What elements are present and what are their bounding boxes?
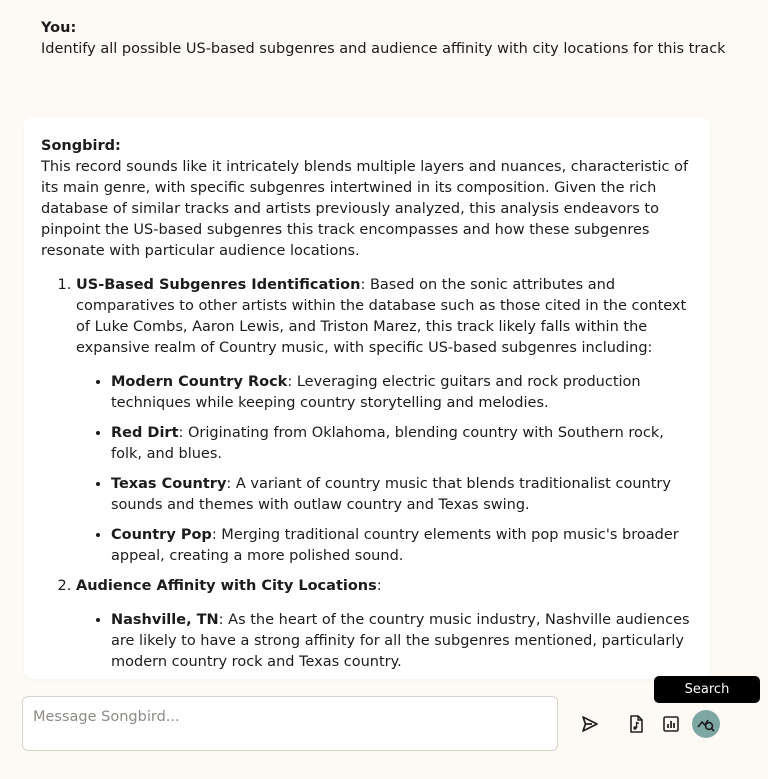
user-message-author: You: (41, 20, 77, 36)
item-title: Texas Country (111, 476, 227, 492)
analytics-button[interactable] (657, 710, 685, 738)
item-text: : Originating from Oklahoma, blending country with Southern rock, folk, and blues. (111, 425, 664, 462)
list-item (111, 474, 693, 516)
list-item (111, 610, 693, 673)
list-item (111, 525, 693, 567)
tooltip-text: Search (684, 682, 730, 697)
upload-track-button[interactable] (622, 710, 650, 738)
analysis-section (76, 275, 693, 567)
city-list (76, 610, 693, 679)
bar-chart-icon (661, 714, 681, 734)
item-text: : Leveraging electric guitars and rock production techniques while keeping country storytelling and melodies. (111, 374, 641, 411)
user-message-text: Identify all possible US-based subgenres and audience affinity with city locations for this track (41, 41, 726, 57)
section-title: US-Based Subgenres Identification (76, 277, 361, 293)
assistant-message-author: Songbird: (41, 138, 121, 154)
message-input-placeholder: Message Songbird... (33, 709, 180, 725)
section-title: Audience Affinity with City Locations (76, 578, 377, 594)
list-item (111, 372, 693, 414)
search-button[interactable] (692, 710, 720, 738)
item-title: Nashville, TN (111, 612, 219, 628)
send-button[interactable] (576, 710, 604, 738)
item-text: : A variant of country music that blends traditionalist country sounds and themes with outlaw country and Texas swing. (111, 476, 671, 513)
analysis-list (41, 275, 693, 679)
section-text: : (376, 578, 382, 594)
send-icon (580, 714, 600, 734)
analysis-section (76, 576, 693, 679)
user-message (41, 18, 741, 60)
search-analytics-icon (696, 714, 716, 734)
section-text: : Based on the sonic attributes and comparatives to other artists within the database such as those cited in the context of Luke Combs, Aaron Lewis, and Triston Marez, this track likely falls within the expansive realm of Country music, with specific US-based subgenres including: (76, 277, 687, 356)
item-title: Modern Country Rock (111, 374, 288, 390)
assistant-message-card (24, 117, 710, 679)
message-input[interactable] (22, 696, 558, 751)
item-title: Country Pop (111, 527, 212, 543)
item-text: : As the heart of the country music industry, Nashville audiences are likely to have a strong affinity for all the subgenres mentioned, particularly modern country rock and Texas country. (111, 612, 690, 670)
music-file-icon (626, 714, 646, 734)
subgenre-list (76, 372, 693, 567)
assistant-intro: This record sounds like it intricately blends multiple layers and nuances, characteristic of its main genre, with specific subgenres intertwined in its composition. Given the rich database of similar tracks and artists previously analyzed, this analysis endeavors to pinpoint the US-based subgenres this track encompasses and how these subgenres resonate with particular audience locations. (41, 159, 689, 259)
list-item (111, 423, 693, 465)
item-text: : Merging traditional country elements with pop music's broader appeal, creating a more polished sound. (111, 527, 679, 564)
item-title: Red Dirt (111, 425, 179, 441)
search-tooltip (654, 676, 760, 703)
